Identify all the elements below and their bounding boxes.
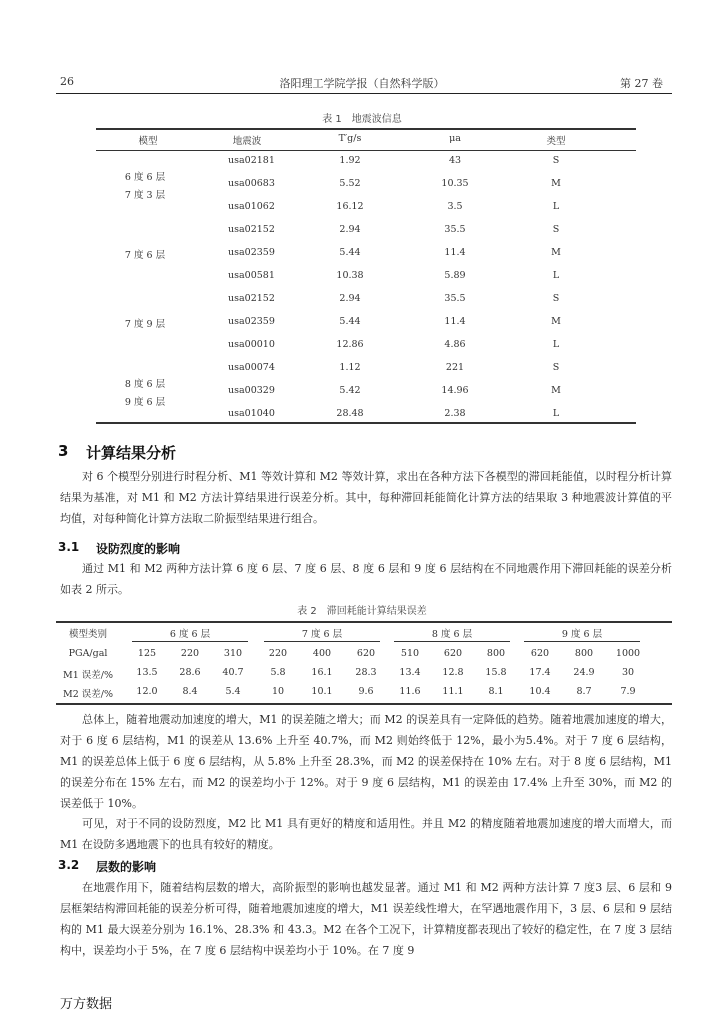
table1-mu-cell: 14.96 xyxy=(441,385,469,396)
table1-model-cell: 9 度 6 层 xyxy=(124,397,166,408)
table1-wave-cell: usa02181 xyxy=(228,155,275,166)
table2-group-rule xyxy=(394,641,510,642)
page-number: 26 xyxy=(60,75,74,88)
table1-header-cell: 地震波 xyxy=(232,136,262,147)
table1-period-cell: 2.94 xyxy=(339,224,361,235)
table1-wave-cell: usa00010 xyxy=(228,339,275,350)
table2-value-cell: 30 xyxy=(621,667,635,678)
table2-value-cell: 8.7 xyxy=(576,686,592,697)
table1-type-cell: L xyxy=(552,270,560,281)
table1-caption: 表 1 地震波信息 xyxy=(322,114,402,125)
table1-type-cell: M xyxy=(551,316,561,327)
table2-value-cell: 10.4 xyxy=(529,686,551,697)
table1-bottom-rule xyxy=(96,422,636,424)
table1-header-cell: T′g/s xyxy=(338,133,362,144)
table1-mu-cell: 221 xyxy=(445,362,465,373)
table1-header-cell: 模型 xyxy=(138,136,158,147)
table1-mu-cell: 4.86 xyxy=(444,339,466,350)
table2-top-rule xyxy=(56,621,672,623)
table1-period-cell: 5.52 xyxy=(339,178,361,189)
table1-mu-cell: 3.5 xyxy=(447,201,463,212)
section32-paragraph: 在地震作用下，随着结构层数的增大，高阶振型的影响也越发显著。通过 M1 和 M2 两种方法计算 7 度3 层、6 层和 9 层框架结构滞回耗能的误差分析可得，随着地震加速度的增大，M1 误差线性增大，在罕遇地震作用下，3 层、6 层和 9 层结构的 M1 最大误差分别为 16.1%、28.3% 和 43.3。M2 在各个工况下，计算精度都表现出了较好的稳定性，在 7 度 3 层结构中，误差均小于 5%，在 7 度 6 层结构中误差均小于 10%。在 7 度 9 xyxy=(60,881,672,957)
table1-type-cell: S xyxy=(552,224,560,235)
table2-value-cell: 1000 xyxy=(615,648,641,659)
table2-value-cell: 125 xyxy=(137,648,157,659)
table2-value-cell: 13.5 xyxy=(136,667,158,678)
table2-value-cell: 24.9 xyxy=(573,667,595,678)
table2-value-cell: 9.6 xyxy=(358,686,374,697)
table1-wave-cell: usa00329 xyxy=(228,385,275,396)
table1-model-cell: 7 度 6 层 xyxy=(124,250,166,261)
table2-value-cell: 620 xyxy=(530,648,550,659)
section3-title: 计算结果分析 xyxy=(86,444,177,462)
header-rule xyxy=(56,93,672,94)
section3-paragraph: 对 6 个模型分别进行时程分析、M1 等效计算和 M2 等效计算，求出在各种方法下各模型的滞回耗能值，以时程分析计算结果为基准，对 M1 和 M2 方法计算结果进行误差分析。其中，每种滞回耗能简化计算方法的结果取 3 种地震波计算值的平均值，对每种简化计算方法取二阶振型结果进行组合。 xyxy=(60,470,672,525)
discussion-paragraph-2: 可见，对于不同的设防烈度，M2 比 M1 具有更好的精度和适用性。并且 M2 的精度随着地震加速度的增大而增大，而 M1 在设防多遇地震下的也具有较好的精度。 xyxy=(60,817,673,851)
table1-period-cell: 1.92 xyxy=(339,155,361,166)
table2-value-cell: 220 xyxy=(268,648,288,659)
table2-value-cell: 15.8 xyxy=(485,667,507,678)
table2-row-label: M1 误差/% xyxy=(62,670,114,681)
table1-period-cell: 10.38 xyxy=(336,270,364,281)
table2-group-header: 8 度 6 层 xyxy=(431,629,473,640)
table1-period-cell: 5.44 xyxy=(339,247,361,258)
table2-group-rule xyxy=(264,641,380,642)
table1-period-cell: 5.42 xyxy=(339,385,361,396)
discussion-paragraph-1: 总体上，随着地震动加速度的增大，M1 的误差随之增大；而 M2 的误差具有一定降低的趋势。随着地震加速度的增大，对于 6 度 6 层结构，M1 的误差从 13.6% 上升至 40.7%，而 M2 则始终低于 12%，最小为5.4%。对于 7 度 6 层结构，M1 的误差总体上低于 6 度 6 层结构，从 5.8% 上升至 28.3%，而 M2 的误差保持在 10% 左右。对于 8 度 6 层结构，M1 的误差分布在 15% 左右，而 M2 的误差均小于 12%。对于 9 度 6 层结构，M1 的误差由 17.4% 上升至 30%，而 M2 的误差低于 10%。 xyxy=(60,713,673,810)
table1-model-cell: 7 度 9 层 xyxy=(124,319,166,330)
table1-period-cell: 16.12 xyxy=(336,201,364,212)
table2-value-cell: 40.7 xyxy=(222,667,244,678)
table1-head-rule xyxy=(96,150,636,151)
table1-type-cell: M xyxy=(551,247,561,258)
table1-type-cell: L xyxy=(552,408,560,419)
table1-mu-cell: 35.5 xyxy=(444,293,466,304)
table2-value-cell: 28.3 xyxy=(355,667,377,678)
table2-value-cell: 5.8 xyxy=(270,667,286,678)
table2-value-cell: 800 xyxy=(574,648,594,659)
table1-type-cell: S xyxy=(552,293,560,304)
table2-value-cell: 220 xyxy=(180,648,200,659)
table1-wave-cell: usa00581 xyxy=(228,270,275,281)
table2-group-header: 9 度 6 层 xyxy=(561,629,603,640)
table1-header-cell: μa xyxy=(449,133,461,144)
table1-top-rule xyxy=(96,128,636,130)
table1-type-cell: L xyxy=(552,201,560,212)
table2-value-cell: 400 xyxy=(312,648,332,659)
table2-value-cell: 12.8 xyxy=(442,667,464,678)
table2-head-label: 模型类别 xyxy=(68,629,108,640)
table1-mu-cell: 11.4 xyxy=(444,247,466,258)
table1-wave-cell: usa02359 xyxy=(228,316,275,327)
table2-value-cell: 16.1 xyxy=(311,667,333,678)
table1-header-cell: 类型 xyxy=(546,136,566,147)
table2-value-cell: 11.1 xyxy=(442,686,464,697)
section32-number: 3.2 xyxy=(58,858,80,872)
table1-type-cell: L xyxy=(552,339,560,350)
table1-wave-cell: usa02152 xyxy=(228,224,275,235)
table2-row-label: M2 误差/% xyxy=(62,689,114,700)
table1-wave-cell: usa00683 xyxy=(228,178,275,189)
table2-value-cell: 28.6 xyxy=(179,667,201,678)
table2-value-cell: 7.9 xyxy=(620,686,636,697)
table1-period-cell: 2.94 xyxy=(339,293,361,304)
table2-row-label: PGA/gal xyxy=(68,648,108,659)
table1-mu-cell: 2.38 xyxy=(444,408,466,419)
table2-value-cell: 8.4 xyxy=(182,686,198,697)
table1-wave-cell: usa02152 xyxy=(228,293,275,304)
table1-type-cell: S xyxy=(552,362,560,373)
volume-label: 第 27 卷 xyxy=(620,77,663,90)
section32-title: 层数的影响 xyxy=(96,860,157,874)
table1-wave-cell: usa02359 xyxy=(228,247,275,258)
table2-value-cell: 5.4 xyxy=(225,686,241,697)
table2-value-cell: 800 xyxy=(486,648,506,659)
table2-value-cell: 8.1 xyxy=(488,686,504,697)
table2-group-header: 6 度 6 层 xyxy=(169,629,211,640)
table2-caption: 表 2 滞回耗能计算结果误差 xyxy=(297,606,427,617)
table2-value-cell: 10.1 xyxy=(311,686,333,697)
table1-mu-cell: 5.89 xyxy=(444,270,466,281)
table1-mu-cell: 43 xyxy=(448,155,462,166)
table2-value-cell: 12.0 xyxy=(136,686,158,697)
table2-value-cell: 510 xyxy=(400,648,420,659)
table2-group-rule xyxy=(132,641,248,642)
table2-value-cell: 13.4 xyxy=(399,667,421,678)
section3-number: 3 xyxy=(58,442,69,460)
section31-paragraph: 通过 M1 和 M2 两种方法计算 6 度 6 层、7 度 6 层、8 度 6 层和 9 度 6 层结构在不同地震作用下滞回耗能的误差分析如表 2 所示。 xyxy=(60,562,672,596)
table2-value-cell: 11.6 xyxy=(399,686,421,697)
table2-value-cell: 620 xyxy=(443,648,463,659)
table1-type-cell: M xyxy=(551,385,561,396)
table1-model-cell: 6 度 6 层 xyxy=(124,172,166,183)
table1-period-cell: 28.48 xyxy=(336,408,364,419)
table2-bottom-rule xyxy=(56,703,672,705)
section31-number: 3.1 xyxy=(58,540,80,554)
table1-wave-cell: usa01040 xyxy=(228,408,275,419)
table2-value-cell: 620 xyxy=(356,648,376,659)
table1-period-cell: 1.12 xyxy=(339,362,361,373)
table1-type-cell: S xyxy=(552,155,560,166)
table2-group-header: 7 度 6 层 xyxy=(301,629,343,640)
table1-type-cell: M xyxy=(551,178,561,189)
table1-mu-cell: 35.5 xyxy=(444,224,466,235)
table2-value-cell: 310 xyxy=(223,648,243,659)
table1-model-cell: 7 度 3 层 xyxy=(124,190,166,201)
table2-group-rule xyxy=(524,641,640,642)
journal-title: 洛阳理工学院学报（自然科学版） xyxy=(279,77,445,90)
table1-wave-cell: usa00074 xyxy=(228,362,275,373)
table1-period-cell: 12.86 xyxy=(336,339,364,350)
watermark-text: 万方数据 xyxy=(60,997,113,1012)
table2-value-cell: 17.4 xyxy=(529,667,551,678)
table1-model-cell: 8 度 6 层 xyxy=(124,379,166,390)
table1-mu-cell: 10.35 xyxy=(441,178,469,189)
table1-wave-cell: usa01062 xyxy=(228,201,275,212)
table1-mu-cell: 11.4 xyxy=(444,316,466,327)
section31-title: 设防烈度的影响 xyxy=(96,542,181,556)
table1-period-cell: 5.44 xyxy=(339,316,361,327)
table2-value-cell: 10 xyxy=(271,686,285,697)
